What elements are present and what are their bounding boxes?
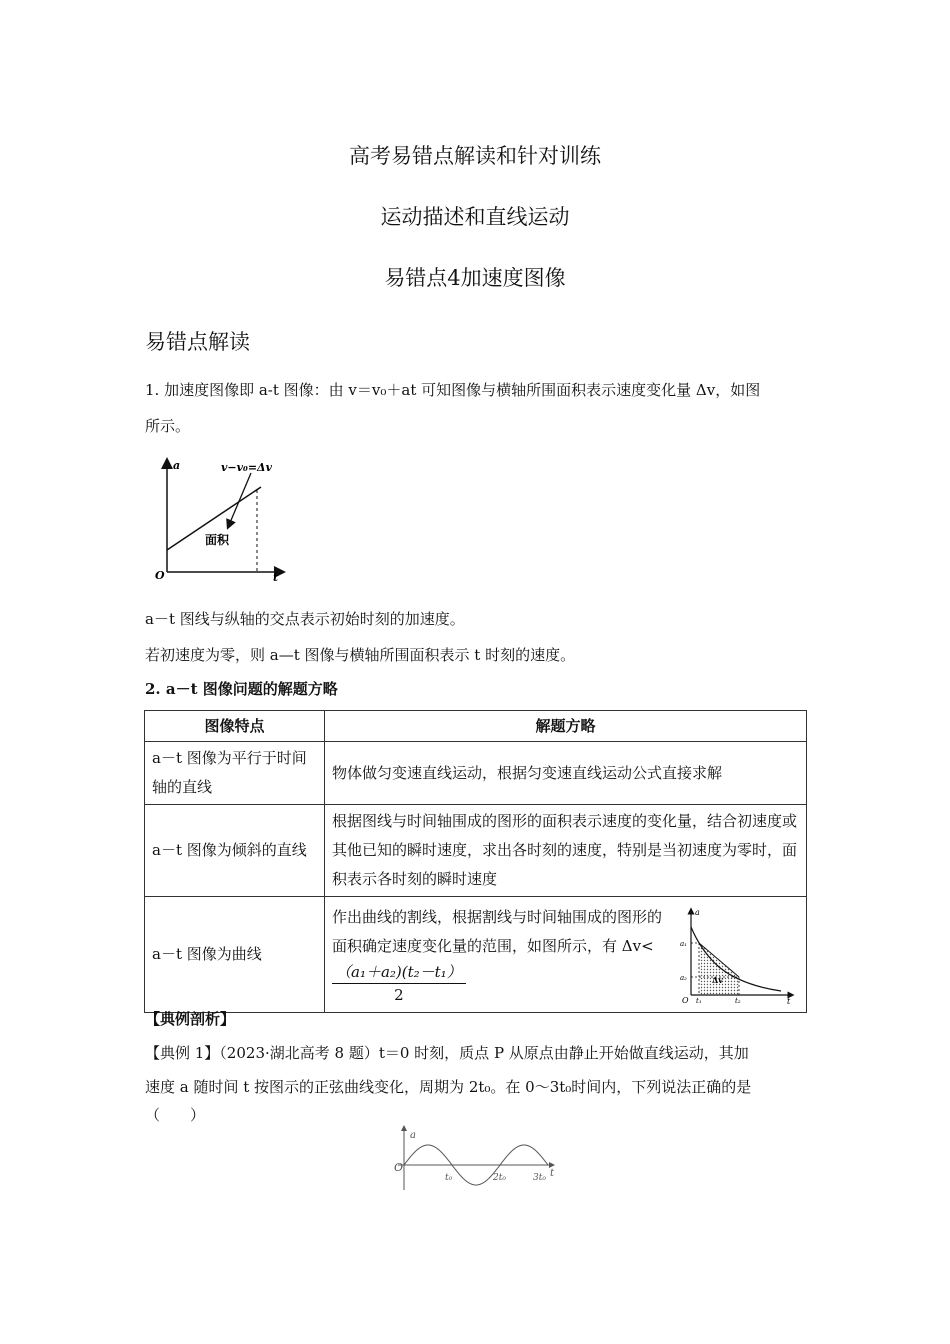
strategy-table <box>144 710 807 1013</box>
a2-label: a₂ <box>680 973 687 982</box>
x-label: t <box>787 996 791 1005</box>
topic-title: 易错点4加速度图像 <box>384 266 566 290</box>
header-strategy: 解题方略 <box>325 711 807 742</box>
row3-strategy: 作出曲线的割线，根据割线与时间轴围成的图形的面积确定速度变化量的范围，如图所示，有 Δv< <box>332 908 663 955</box>
delta-v-label: Δv <box>712 974 723 985</box>
origin-label: O <box>682 995 689 1005</box>
row3-feature: a－t 图像为曲线 <box>145 897 325 1013</box>
figure-at-line <box>145 455 295 585</box>
point1-line1: 1. 加速度图像即 a-t 图像：由 v＝v₀＋at 可知图像与横轴所围面积表示速度变化量 Δv，如图 <box>145 381 761 399</box>
t2-label: t₂ <box>735 996 741 1005</box>
row2-feature: a－t 图像为倾斜的直线 <box>145 805 325 897</box>
point1-line2: 所示。 <box>145 417 191 435</box>
row2-strategy: 根据图线与时间轴围成的图形的面积表示速度的变化量，结合初速度或其他已知的瞬时速度，求出各时刻的速度，特别是当初速度为零时，面积表示各时刻的瞬时速度 <box>325 805 807 897</box>
fraction-numerator: （a₁＋a₂)(t₂－t₁） <box>332 961 466 984</box>
fraction-denominator: 2 <box>394 986 404 1004</box>
area-label: 面积 <box>205 533 230 547</box>
a1-label: a₁ <box>680 939 687 948</box>
tick-2t0: 2t₀ <box>493 1173 506 1183</box>
table-row <box>145 805 807 897</box>
y-label: a <box>173 459 181 472</box>
origin-label: O <box>394 1161 404 1174</box>
pointer-arrow <box>229 473 251 525</box>
example-heading: 【典例剖析】 <box>145 1010 236 1028</box>
zero-initial-note: 若初速度为零，则 a—t 图像与横轴所围面积表示 t 时刻的速度。 <box>145 646 576 664</box>
tick-t0: t₀ <box>445 1173 453 1183</box>
y-label: a <box>410 1130 416 1141</box>
t1-label: t₁ <box>696 996 702 1005</box>
table-row <box>145 742 807 805</box>
header-feature: 图像特点 <box>145 711 325 742</box>
row3-strategy-cell <box>325 897 807 1013</box>
document-title: 高考易错点解读和针对训练 <box>349 144 601 168</box>
section-heading: 易错点解读 <box>145 330 250 354</box>
inequality-fraction <box>332 961 466 1006</box>
delta-v-annotation: v−v₀=Δv <box>221 461 272 474</box>
row1-feature: a－t 图像为平行于时间轴的直线 <box>145 742 325 805</box>
x-label: t <box>273 571 279 584</box>
point2-heading: 2. a－t 图像问题的解题方略 <box>145 680 338 698</box>
chapter-title: 运动描述和直线运动 <box>380 205 570 229</box>
table-row <box>145 897 807 1013</box>
figure-secant <box>679 905 799 1005</box>
example1-line3: （ ） <box>145 1106 206 1124</box>
row1-strategy: 物体做匀变速直线运动，根据匀变速直线运动公式直接求解 <box>325 742 807 805</box>
x-label: t <box>550 1168 555 1179</box>
figure-sine <box>390 1122 565 1194</box>
origin-label: O <box>155 569 165 582</box>
table-header-row <box>145 711 807 742</box>
intercept-note: a－t 图线与纵轴的交点表示初始时刻的加速度。 <box>145 610 465 628</box>
example1-line2: 速度 a 随时间 t 按图示的正弦曲线变化，周期为 2t₀。在 0～3t₀时间内，下列说法正确的是 <box>145 1078 752 1096</box>
tick-3t0: 3t₀ <box>533 1173 546 1183</box>
y-label: a <box>695 907 700 917</box>
example1-line1: 【典例 1】（2023·湖北高考 8 题）t＝0 时刻，质点 P 从原点由静止开始做直线运动，其加 <box>145 1044 749 1062</box>
